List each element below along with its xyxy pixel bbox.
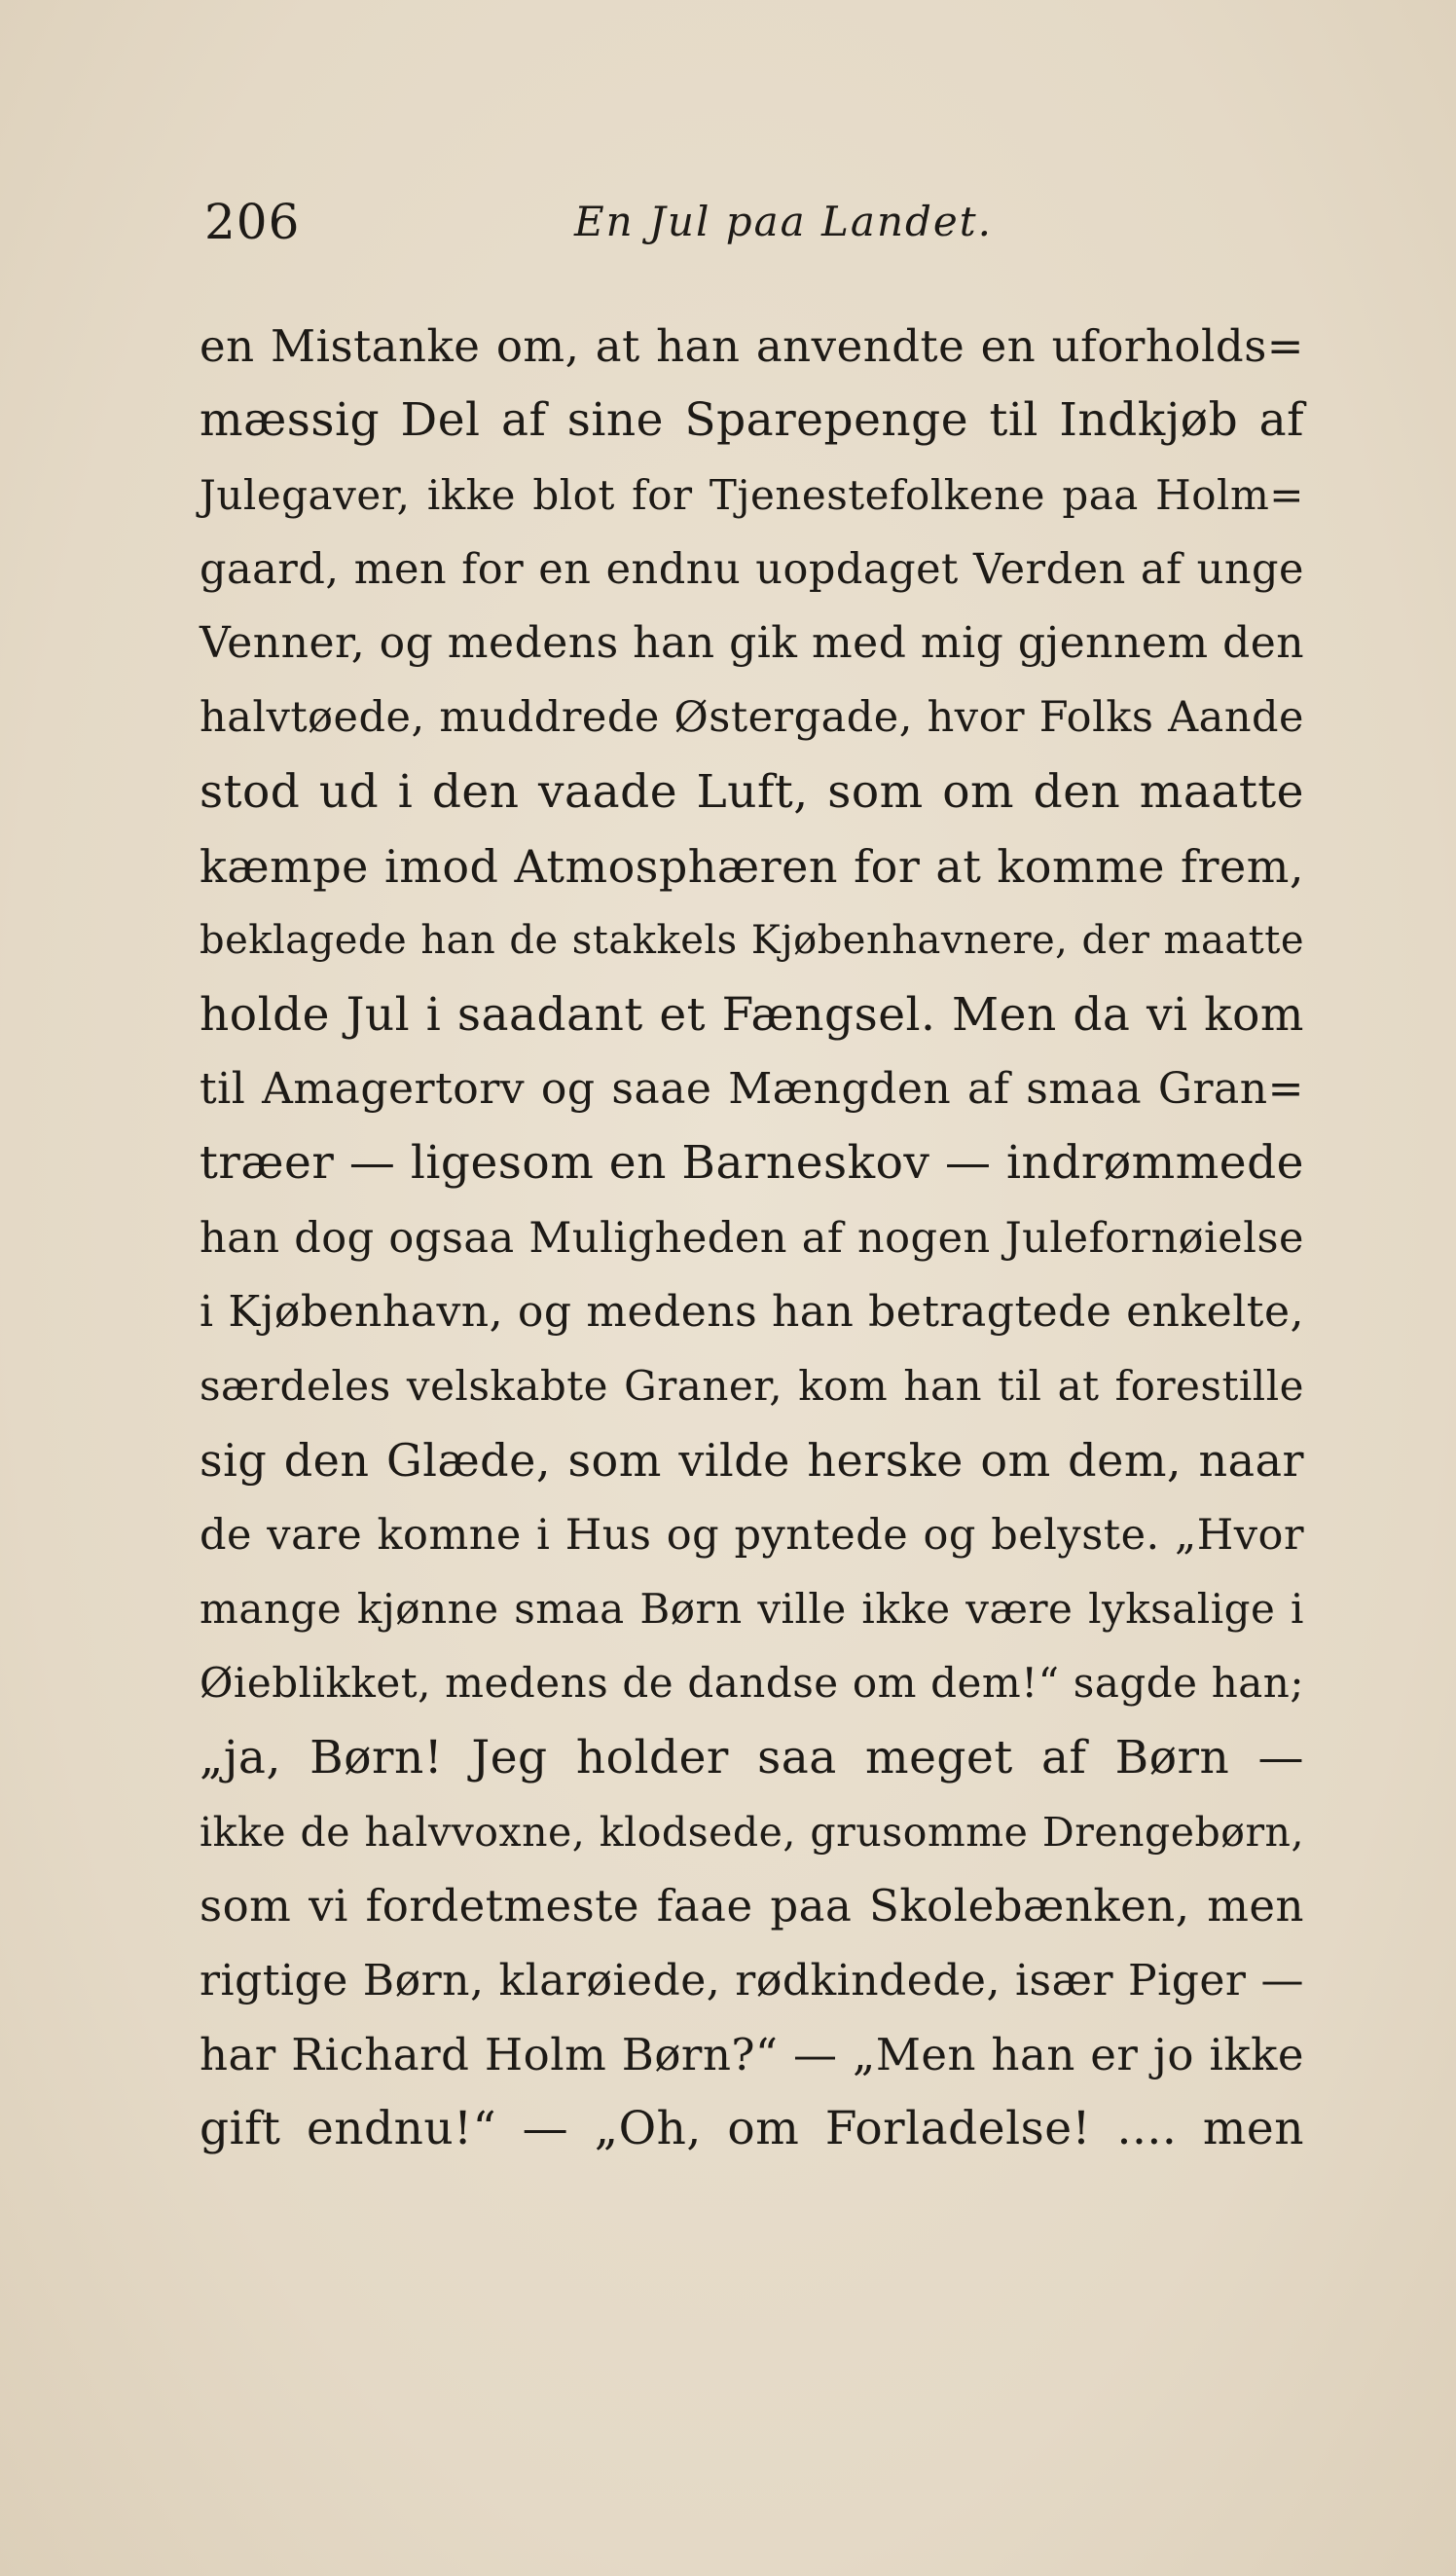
text-line: holde Jul i saadant et Fængsel. Men da vi kom	[200, 987, 1304, 1042]
text-line: halvtøede, muddrede Østergade, hvor Folks Aande	[200, 693, 1304, 743]
text-line: ikke de halvvoxne, klodsede, grusomme Drengebørn,	[200, 1808, 1304, 1856]
text-line: rigtige Børn, klarøiede, rødkindede, især Piger —	[200, 1955, 1304, 2006]
text-line: som vi fordetmeste faae paa Skolebænken, men	[200, 1880, 1304, 1932]
text-line: gaard, men for en endnu uopdaget Verden af unge	[200, 544, 1304, 594]
text-line: en Mistanke om, at han anvendte en uforholds=	[200, 320, 1304, 372]
text-line: Øieblikket, medens de dandse om dem!“ sagde han;	[200, 1659, 1304, 1708]
text-line: beklagede han de stakkels Kjøbenhavnere, der maatte	[200, 918, 1304, 964]
text-line: sig den Glæde, som vilde herske om dem, naar	[200, 1434, 1304, 1488]
body-text	[200, 310, 1304, 2166]
text-line: gift endnu!“ — „Oh, om Forladelse! .... men	[200, 2102, 1304, 2156]
text-line: „ja, Børn! Jeg holder saa meget af Børn —	[200, 1730, 1304, 1785]
text-line: til Amagertorv og saae Mængden af smaa Gran=	[200, 1063, 1304, 1114]
text-line: mæssig Del af sine Sparepenge til Indkjøb af	[200, 393, 1304, 448]
text-line: i Kjøbenhavn, og medens han betragtede enkelte,	[200, 1286, 1304, 1337]
text-line: kæmpe imod Atmosphæren for at komme frem,	[200, 840, 1304, 894]
running-title: En Jul paa Landet.	[574, 198, 993, 245]
text-line: han dog ogsaa Muligheden af nogen Julefornøielse	[200, 1213, 1304, 1263]
text-line: har Richard Holm Børn?“ — „Men han er jo ikke	[200, 2028, 1304, 2080]
text-line: særdeles velskabte Graner, kom han til at forestille	[200, 1362, 1304, 1411]
text-line: stod ud i den vaade Luft, som om den maatte	[200, 764, 1304, 819]
text-line: de vare komne i Hus og pyntede og belyste. „Hvor	[200, 1510, 1304, 1560]
text-line: Julegaver, ikke blot for Tjenestefolkene paa Holm=	[200, 470, 1304, 519]
text-line: træer — ligesom en Barneskov — indrømmede	[200, 1136, 1304, 1191]
page-number: 206	[204, 194, 301, 250]
page-header	[204, 185, 1304, 263]
text-line: mange kjønne smaa Børn ville ikke være lyksalige i	[200, 1585, 1304, 1634]
text-line: Venner, og medens han gik med mig gjennem den	[200, 618, 1305, 669]
